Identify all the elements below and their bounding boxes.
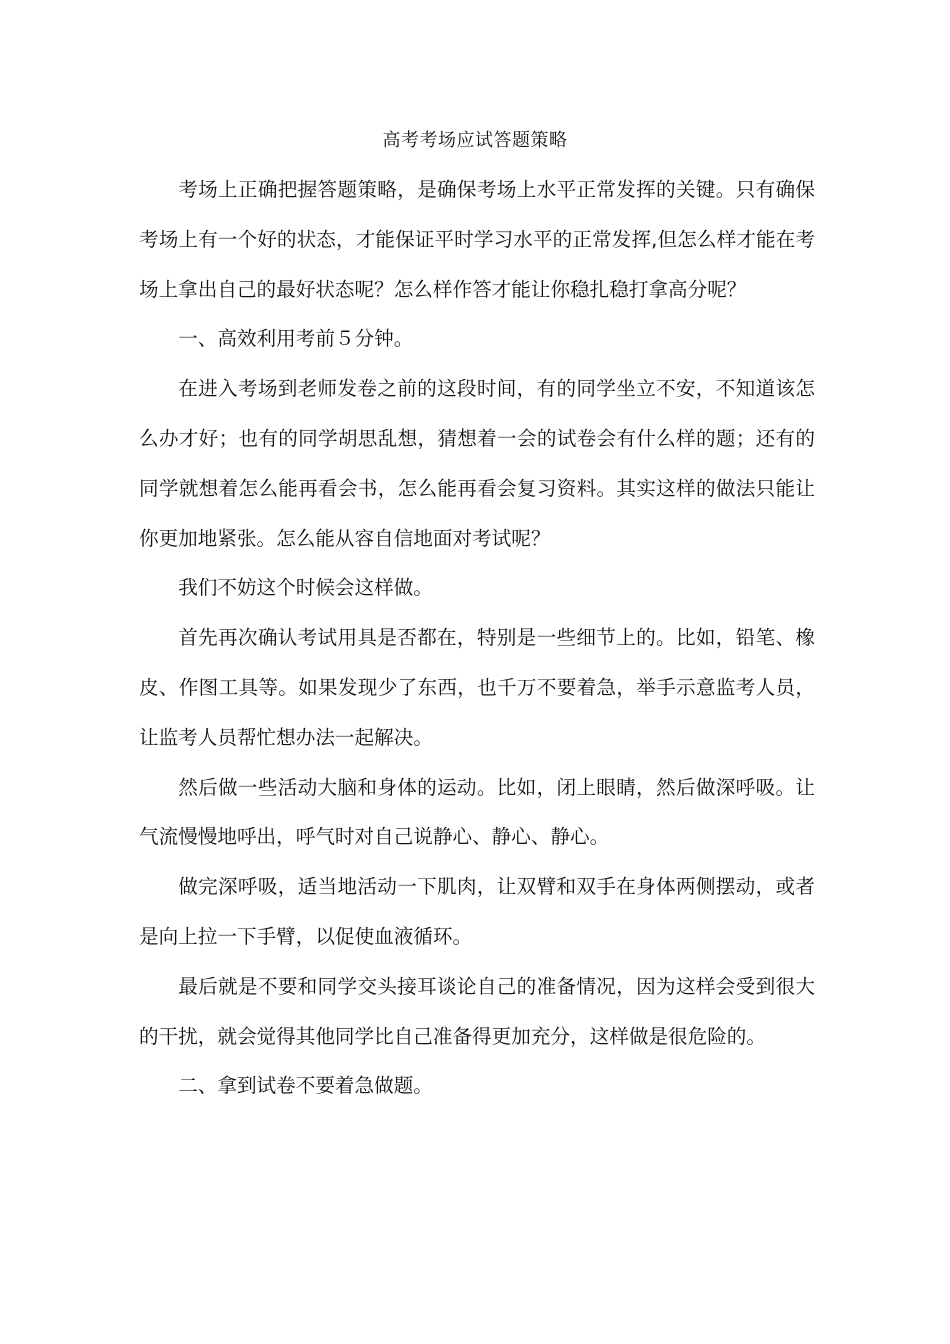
section-heading-1: 一、高效利用考前５分钟。 bbox=[178, 327, 414, 351]
paragraph: 首先再次确认考试用具是否都在，特别是一些细节上的。比如，铅笔、橡皮、作图工具等。如果发现少了东西，也千万不要着急，举手示意监考人员，让监考人员帮忙想办法一起解决。 bbox=[139, 626, 815, 749]
paragraph: 最后就是不要和同学交头接耳谈论自己的准备情况，因为这样会受到很大的干扰，就会觉得其他同学比自己准备得更加充分，这样做是很危险的。 bbox=[139, 974, 815, 1048]
paragraph: 我们不妨这个时候会这样做。 bbox=[178, 576, 433, 600]
document-body bbox=[139, 165, 815, 1111]
section-heading-2: 二、拿到试卷不要着急做题。 bbox=[178, 1074, 433, 1098]
paragraph: 在进入考场到老师发卷之前的这段时间，有的同学坐立不安，不知道该怎么办才好；也有的同学胡思乱想，猜想着一会的试卷会有什么样的题；还有的同学就想着怎么能再看会书，怎么能再看会复习资料。其实这样的做法只能让你更加地紧张。怎么能从容自信地面对考试呢？ bbox=[139, 377, 815, 550]
paragraph: 做完深呼吸，适当地活动一下肌肉，让双臂和双手在身体两侧摆动，或者是向上拉一下手臂，以促使血液循环。 bbox=[139, 875, 815, 948]
document-title: 高考考场应试答题策略 bbox=[382, 130, 568, 151]
paragraph: 然后做一些活动大脑和身体的运动。比如，闭上眼睛，然后做深呼吸。让气流慢慢地呼出，呼气时对自己说静心、静心、静心。 bbox=[139, 775, 815, 849]
paragraph-intro: 考场上正确把握答题策略，是确保考场上水平正常发挥的关键。只有确保考场上有一个好的状态，才能保证平时学习水平的正常发挥,但怎么样才能在考场上拿出自己的最好状态呢？怎么样作答才能让你稳扎稳打拿高分呢？ bbox=[139, 178, 815, 301]
